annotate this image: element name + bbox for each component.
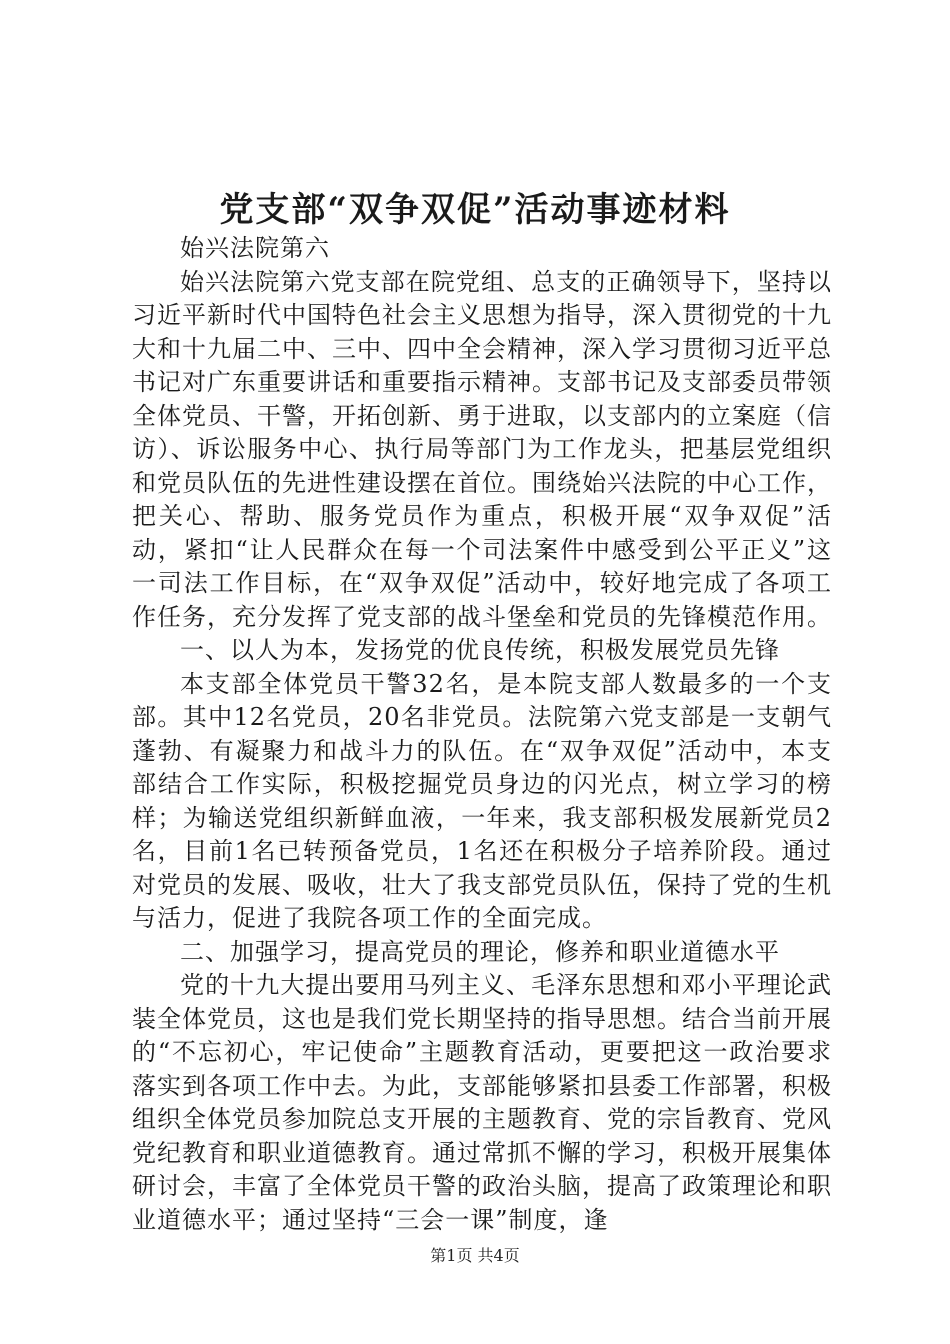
section-1-paragraph: 本支部全体党员干警32名，是本院支部人数最多的一个支部。其中12名党员，20名非党员。法院第六党支部是一支朝气蓬勃、有凝聚力和战斗力的队伍。在“双争双促”活动中，本支部结合工作实际，积极挖掘党员身边的闪光点，树立学习的榜样；为输送党组织新鲜血液，一年来，我支部积极发展新党员2名，目前1名已转预备党员，1名还在积极分子培养阶段。通过对党员的发展、吸收，壮大了我支部党员队伍，保持了党的生机与活力，促进了我院各项工作的全面完成。: [132, 669, 832, 932]
document-title: 党支部“双争双促”活动事迹材料: [219, 190, 731, 230]
author-line: 始兴法院第六: [180, 234, 330, 262]
intro-paragraph: 始兴法院第六党支部在院党组、总支的正确领导下，坚持以习近平新时代中国特色社会主义思想为指导，深入贯彻党的十九大和十九届二中、三中、四中全会精神，深入学习贯彻习近平总书记对广东重要讲话和重要指示精神。支部书记及支部委员带领全体党员、干警，开拓创新、勇于进取，以支部内的立案庭（信访）、诉讼服务中心、执行局等部门为工作龙头，把基层党组织和党员队伍的先进性建设摆在首位。围绕始兴法院的中心工作，把关心、帮助、服务党员作为重点，积极开展“双争双促”活动，紧扣“让人民群众在每一个司法案件中感受到公平正义”这一司法工作目标，在“双争双促”活动中，较好地完成了各项工作任务，充分发挥了党支部的战斗堡垒和党员的先锋模范作用。: [132, 267, 832, 631]
document-body: [132, 232, 832, 1237]
section-2-paragraph: 党的十九大提出要用马列主义、毛泽东思想和邓小平理论武装全体党员，这也是我们党长期坚持的指导思想。结合当前开展的“不忘初心，牢记使命”主题教育活动，更要把这一政治要求落实到各项工作中去。为此，支部能够紧扣县委工作部署，积极组织全体党员参加院总支开展的主题教育、党的宗旨教育、党风党纪教育和职业道德教育。通过常抓不懈的学习，积极开展集体研讨会，丰富了全体党员干警的政治头脑，提高了政策理论和职业道德水平；通过坚持“三会一课”制度，逢: [132, 971, 832, 1234]
page-footer: 第1页 共4页: [430, 1246, 520, 1265]
section-heading-2: 二、加强学习，提高党员的理论，修养和职业道德水平: [180, 937, 780, 966]
section-heading-1: 一、以人为本，发扬党的优良传统，积极发展党员先锋: [180, 636, 780, 664]
